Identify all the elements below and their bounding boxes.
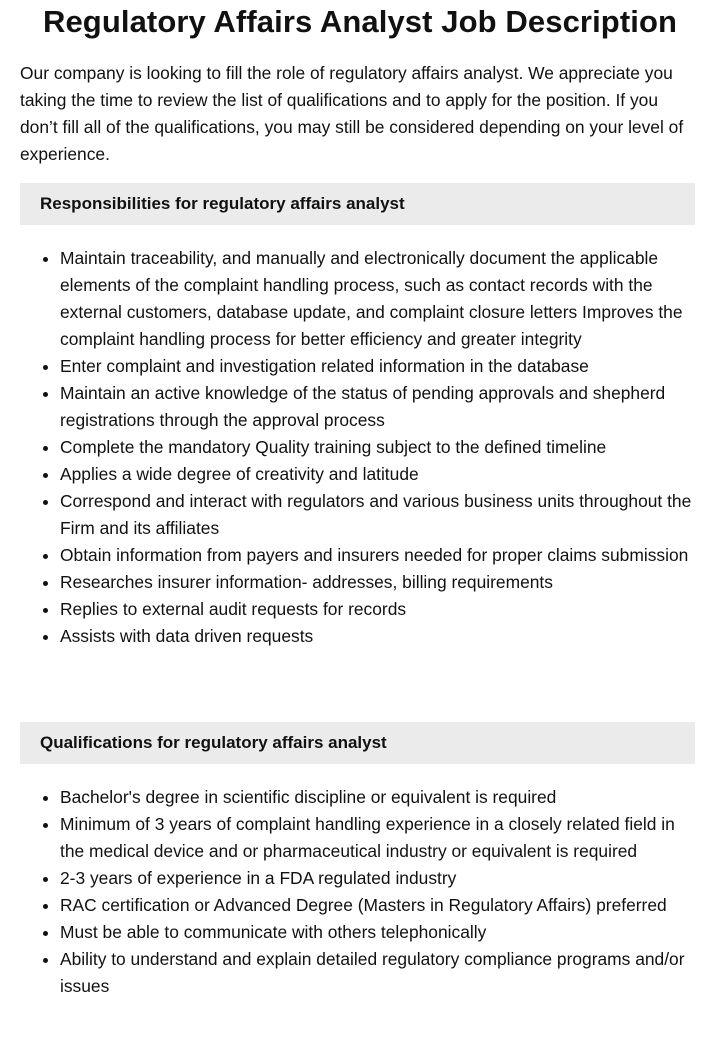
responsibilities-heading: Responsibilities for regulatory affairs analyst xyxy=(20,183,695,225)
list-item: • Applies a wide degree of creativity and latitude xyxy=(60,461,700,488)
list-item: • Ability to understand and explain detailed regulatory compliance programs and/or issues xyxy=(60,946,700,1000)
list-item: • Assists with data driven requests xyxy=(60,623,700,650)
list-item: • Minimum of 3 years of complaint handling experience in a closely related field in the medical device and or pharmaceutical industry or equivalent is required xyxy=(60,811,700,865)
responsibilities-list xyxy=(20,245,700,650)
list-item: • Bachelor's degree in scientific discipline or equivalent is required xyxy=(60,784,700,811)
list-item: • Replies to external audit requests for records xyxy=(60,596,700,623)
list-item: • Maintain an active knowledge of the status of pending approvals and shepherd registrations through the approval process xyxy=(60,380,700,434)
list-item: • Researches insurer information- addresses, billing requirements xyxy=(60,569,700,596)
list-item: • 2-3 years of experience in a FDA regulated industry xyxy=(60,865,700,892)
qualifications-list xyxy=(20,784,700,1000)
intro-paragraph: Our company is looking to fill the role of regulatory affairs analyst. We appreciate you taking the time to review the list of qualifications and to apply for the position. If you don’t fill all of the qualifications, you may still be considered depending on your level of experience. xyxy=(20,63,684,164)
page-title: Regulatory Affairs Analyst Job Description xyxy=(42,4,678,39)
list-item: • Must be able to communicate with others telephonically xyxy=(60,919,700,946)
list-item: • Maintain traceability, and manually and electronically document the applicable elements of the complaint handling process, such as contact records with the external customers, database update, and complaint closure letters Improves the complaint handling process for better efficiency and greater integrity xyxy=(60,245,700,353)
list-item: • RAC certification or Advanced Degree (Masters in Regulatory Affairs) preferred xyxy=(60,892,700,919)
list-item: • Obtain information from payers and insurers needed for proper claims submission xyxy=(60,542,700,569)
list-item: • Correspond and interact with regulators and various business units throughout the Firm and its affiliates xyxy=(60,488,700,542)
list-item: • Enter complaint and investigation related information in the database xyxy=(60,353,700,380)
qualifications-heading: Qualifications for regulatory affairs analyst xyxy=(20,722,695,764)
list-item: • Complete the mandatory Quality training subject to the defined timeline xyxy=(60,434,700,461)
